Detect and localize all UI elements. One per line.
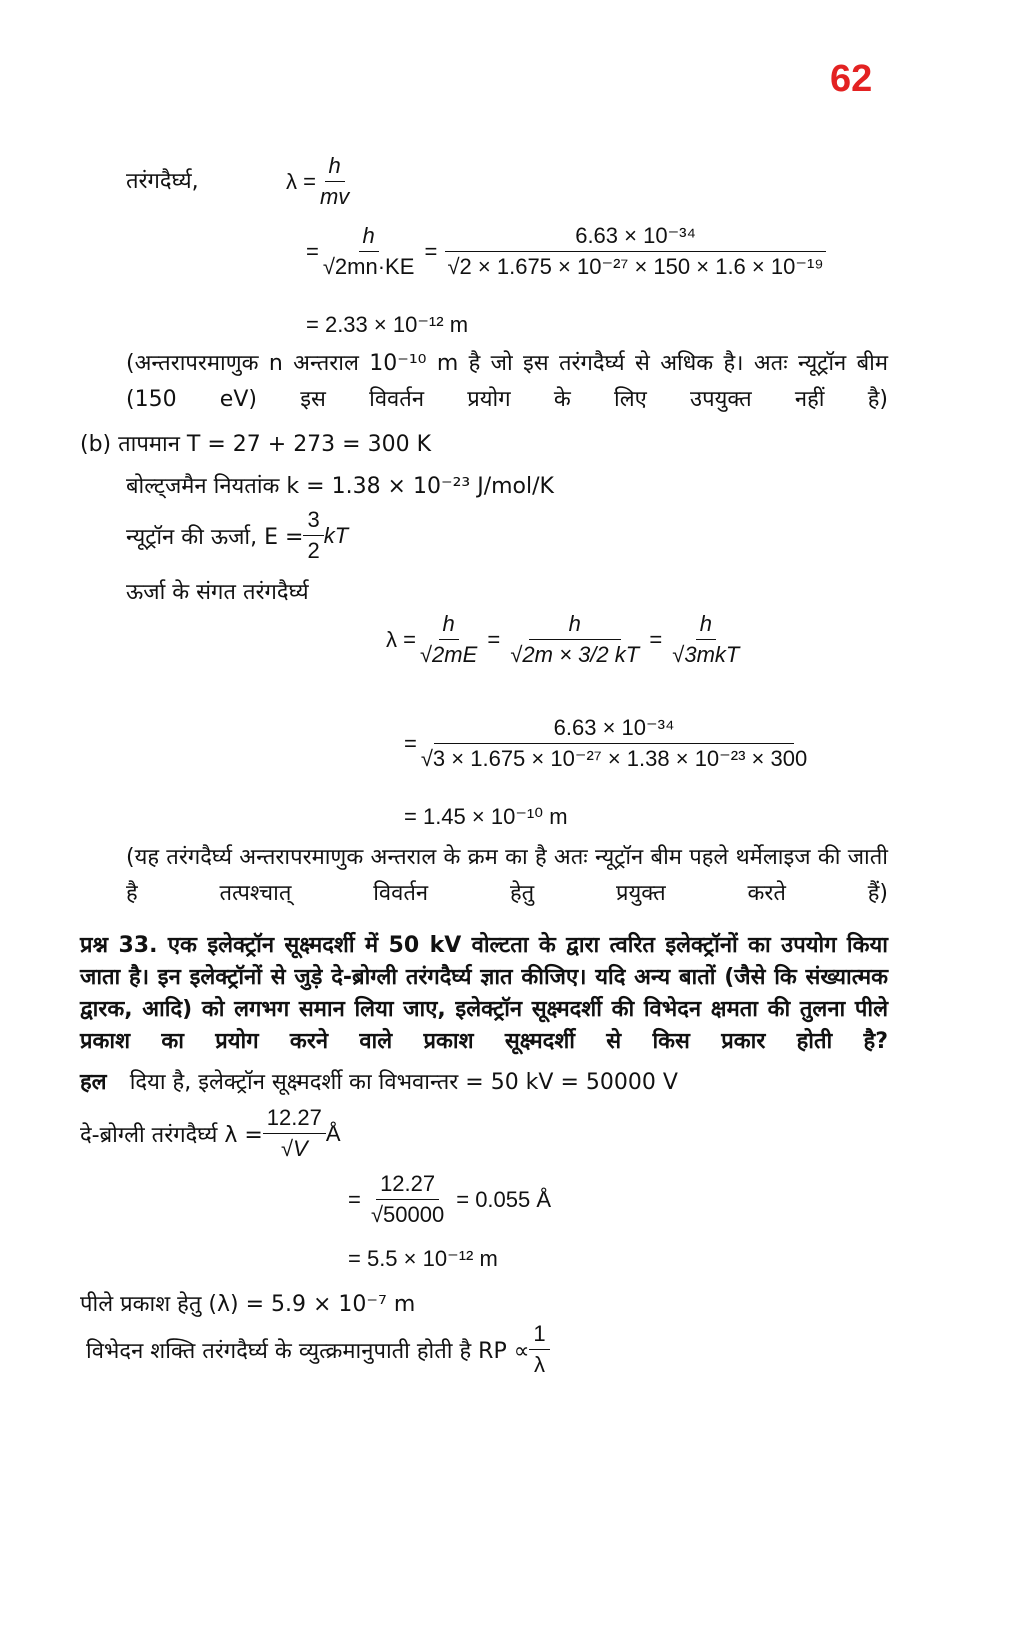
angstrom-unit: Å: [325, 1120, 341, 1146]
frac-num: 12.27: [376, 1170, 439, 1200]
frac-num: 1: [529, 1320, 549, 1350]
boltzmann-line: बोल्ट्जमैन नियतांक k = 1.38 × 10⁻²³ J/mol/K: [126, 474, 554, 499]
frac-den: λ: [534, 1352, 546, 1377]
lambda-derivation: λ = $\frac{h}{√2mE}$ = $\frac{h}{√2m \times 3/2 kT}$ = $\frac{h}{\text{√3mkT}}$: [386, 610, 743, 669]
wavelength-label: तरंगदैर्घ्य,: [126, 169, 199, 194]
eq-b-substitution: = $\frac{\text{6.63 × 10⁻³⁴}}{\text{√3 × 1.675 × 10⁻²⁷ × 1.38 × 10⁻²³ × 300}}$: [404, 714, 811, 773]
result-q33: = 5.5 × 10⁻¹² m: [348, 1246, 498, 1271]
debroglie-formula: [80, 1104, 341, 1163]
frac-den: √2 × 1.675 × 10⁻²⁷ × 150 × 1.6 × 10⁻¹⁹: [447, 254, 824, 279]
yellow-light-line: पीले प्रकाश हेतु (λ) = 5.9 × 10⁻⁷ m: [80, 1292, 416, 1317]
solution-label: हल: [80, 1070, 107, 1095]
eq-substitution: = $\frac{h}{√2mn\cdot KE}$ = $\frac{\text{6.63 × 10⁻³⁴}}{\text{√2 × 1.675 × 10⁻²⁷ × 150 × 1.6 × 10⁻¹⁹}}$: [306, 222, 828, 281]
wavelength-energy-label: ऊर्जा के संगत तरंगदैर्घ्य: [126, 580, 309, 605]
frac-den: √3mkT: [672, 642, 740, 667]
frac-num: 6.63 × 10⁻³⁴: [445, 222, 826, 252]
frac-num: 12.27: [263, 1104, 326, 1134]
frac-den: √3 × 1.675 × 10⁻²⁷ × 1.38 × 10⁻²³ × 300: [420, 746, 808, 771]
lambda-h-mv: [286, 152, 353, 211]
resolving-power-line: [86, 1320, 550, 1379]
note-a: (अन्तरापरमाणुक n अन्तराल 10⁻¹⁰ m है जो इस तरंगदैर्घ्य से अधिक है। अतः न्यूट्रॉन बीम (150 eV) इस विवर्तन प्रयोग के लिए उपयुक्त नहीं है): [126, 351, 888, 412]
frac-num: 6.63 × 10⁻³⁴: [434, 714, 795, 744]
frac-den: √50000: [370, 1202, 445, 1227]
rp-label: विभेदन शक्ति तरंगदैर्घ्य के व्युत्क्रमानुपाती होती है RP ∝: [86, 1338, 530, 1364]
result-a: = 2.33 × 10⁻¹² m: [306, 312, 469, 337]
frac-den: √2m × 3/2 kT: [510, 642, 640, 667]
frac-den: √2mE: [419, 642, 478, 667]
calc-result: = 0.055 Å: [456, 1186, 552, 1212]
page-number: 62: [830, 58, 873, 100]
note-b: (यह तरंगदैर्घ्य अन्तरापरमाणुक अन्तराल के क्रम का है अतः न्यूट्रॉन बीम पहले थर्मेलाइज की जाती है तत्पश्चात् विवर्तन हेतु प्रयुक्त करते हैं): [126, 845, 888, 906]
frac-num: h: [529, 610, 621, 640]
lambda-equals: λ =: [286, 168, 316, 194]
frac-den: mv: [319, 184, 350, 209]
temperature-line: (b) तापमान T = 27 + 273 = 300 K: [80, 432, 432, 457]
frac-den: √2mn·KE: [322, 254, 415, 279]
neutron-energy: [126, 506, 348, 565]
question-33: प्रश्न 33. एक इलेक्ट्रॉन सूक्ष्मदर्शी में 50 kV वोल्टता के द्वारा त्वरित इलेक्ट्रॉनों का उपयोग किया जाता है। इन इलेक्ट्रॉनों से जुड़े दे-ब्रोग्ली तरंगदैर्घ्य ज्ञात कीजिए। यदि अन्य बातों (जैसे कि संख्यात्मक द्वारक, आदि) को लगभग समान लिया जाए, इलेक्ट्रॉन सूक्ष्मदर्शी की विभेदन क्षमता की तुलना पीले प्रकाश का प्रयोग करने वाले प्रकाश सूक्ष्मदर्शी से किस प्रकार होती है?: [80, 933, 888, 1054]
result-b: = 1.45 × 10⁻¹⁰ m: [404, 804, 568, 829]
frac-num: h: [325, 152, 345, 182]
solution-given: [80, 1066, 678, 1096]
debroglie-label: दे-ब्रोग्ली तरंगदैर्घ्य λ =: [80, 1122, 263, 1148]
frac-num: h: [359, 222, 379, 252]
debroglie-calc: = $\frac{12.27}{√50000}$ = 0.055 Å: [348, 1171, 552, 1227]
frac-num: h: [696, 610, 716, 640]
frac-num: 3: [303, 506, 323, 536]
given-text: दिया है, इलेक्ट्रॉन सूक्ष्मदर्शी का विभवान्तर = 50 kV = 50000 V: [129, 1070, 678, 1095]
energy-label: न्यूट्रॉन की ऊर्जा, E =: [126, 524, 304, 550]
frac-den: 2: [307, 538, 320, 563]
frac-den: √V: [280, 1136, 308, 1161]
energy-tail: kT: [323, 522, 349, 548]
frac-num: h: [439, 610, 459, 640]
